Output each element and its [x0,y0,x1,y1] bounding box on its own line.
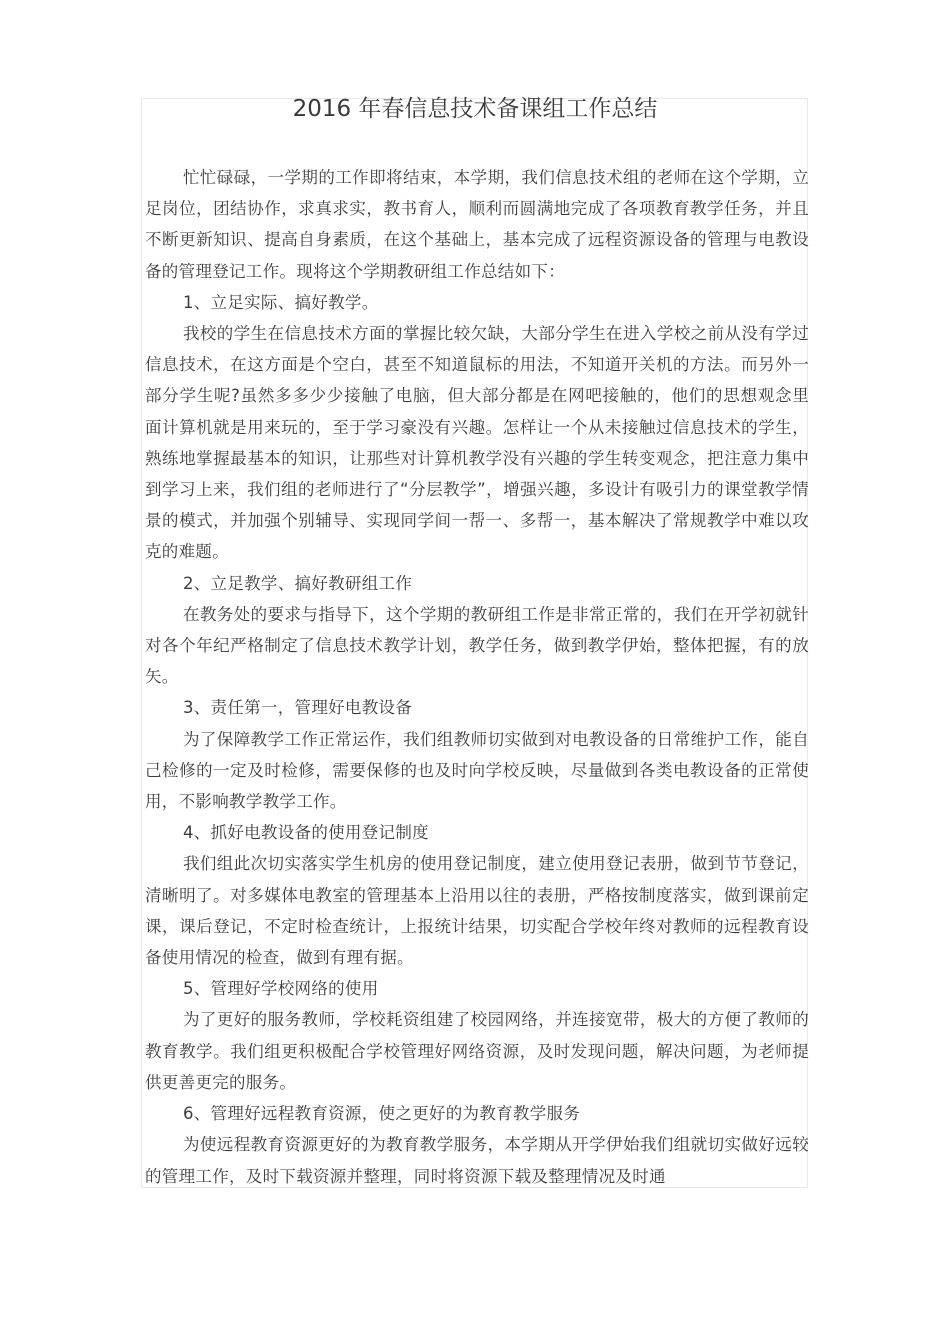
document-title: 2016 年春信息技术备课组工作总结 [292,96,658,122]
section-body-3: 为了保障教学工作正常运作，我们组教师切实做到对电教设备的日常维护工作，能自己检修的一定及时检修，需要保修的也及时向学校反映，尽量做到各类电教设备的正常使用，不影响教学教学工作。 [145,729,809,812]
section-body-5: 为了更好的服务教师，学校耗资组建了校园网络，并连接宽带，极大的方便了教师的教育教学。我们组更积极配合学校管理好网络资源，及时发现问题，解决问题，为老师提供更善更完的服务。 [145,1010,809,1092]
section-body-1: 我校的学生在信息技术方面的掌握比较欠缺，大部分学生在进入学校之前从没有学过信息技术，在这方面是个空白，甚至不知道鼠标的用法，不知道开关机的方法。而另外一部分学生呢?虽然多多少少接触了电脑，但大部分都是在网吧接触的，他们的思想观念里面计算机就是用来玩的，至于学习豪没有兴趣。怎样让一个从未接触过信息技术的学生，熟练地掌握最基本的知识，让那些对计算机教学没有兴趣的学生转变观念，把注意力集中到学习上来，我们组的老师进行了“分层教学”，增强兴趣，多设计有吸引力的课堂教学情景的模式，并加强个别辅导、实现同学间一帮一、多帮一，基本解决了常规教学中难以攻克的难题。 [145,324,809,562]
document-body [145,162,809,1192]
section-body-2: 在教务处的要求与指导下，这个学期的教研组工作是非常正常的，我们在开学初就针对各个年纪严格制定了信息技术教学计划，教学任务，做到教学伊始，整体把握，有的放矢。 [145,604,809,687]
section-heading-5: 5、管理好学校网络的使用 [182,979,379,999]
section-heading-1: 1、立足实际、搞好教学。 [182,292,379,312]
section-body-6: 为使远程教育资源更好的为教育教学服务，本学期从开学伊始我们组就切实做好远较的管理工作，及时下载资源并整理，同时将资源下载及整理情况及时通 [145,1135,809,1186]
section-heading-6: 6、管理好远程教育资源，使之更好的为教育教学服务 [182,1104,581,1124]
section-body-4: 我们组此次切实落实学生机房的使用登记制度，建立使用登记表册，做到节节登记，清晰明了。对多媒体电教室的管理基本上沿用以往的表册，严格按制度落实，做到课前定课，课后登记，不定时检查统计，上报统计结果，切实配合学校年终对教师的远程教育设备使用情况的检查，做到有理有据。 [145,854,809,968]
section-heading-2: 2、立足教学、搞好教研组工作 [182,573,413,593]
section-heading-4: 4、抓好电教设备的使用登记制度 [182,823,429,843]
intro-paragraph: 忙忙碌碌，一学期的工作即将结束，本学期，我们信息技术组的老师在这个学期，立足岗位，团结协作，求真求实，教书育人，顺利而圆满地完成了各项教育教学任务，并且不断更新知识、提高自身素质，在这个基础上，基本完成了远程资源设备的管理与电教设备的管理登记工作。现将这个学期教研组工作总结如下： [145,168,809,281]
section-heading-3: 3、责任第一，管理好电教设备 [182,698,413,718]
